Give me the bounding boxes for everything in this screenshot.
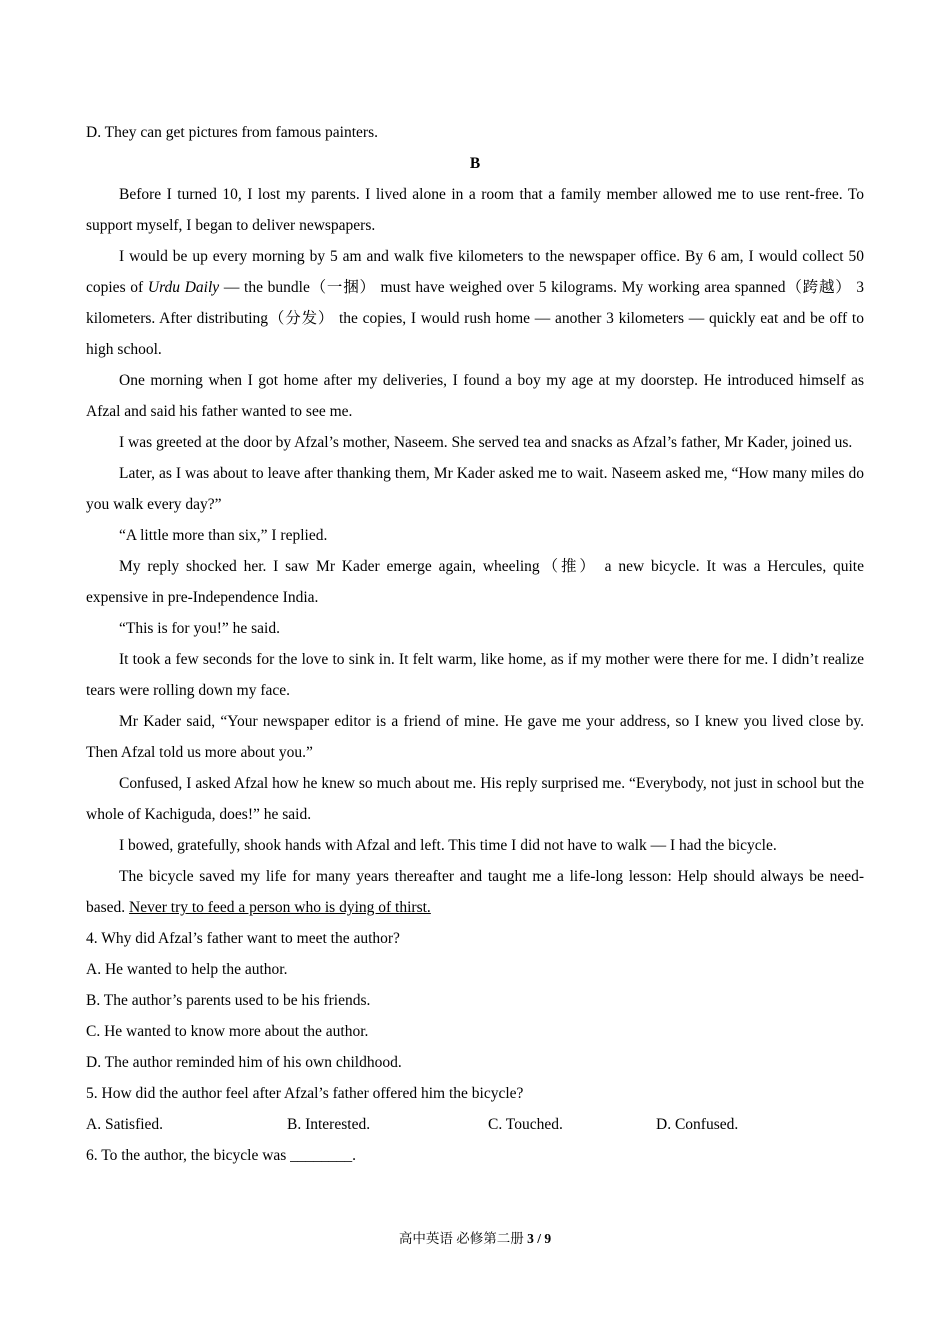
footer-page-total: 9 — [544, 1231, 552, 1246]
question-5-options — [86, 1109, 864, 1140]
passage-paragraph-7: My reply shocked her. I saw Mr Kader emerge again, wheeling（推） a new bicycle. It was a Hercules, quite expensive in pre-Independence India. — [86, 558, 864, 606]
passage-paragraph-12: I bowed, gratefully, shook hands with Afzal and left. This time I did not have to walk — I had the bicycle. — [119, 837, 777, 854]
question-4-option-a: A. He wanted to help the author. — [86, 961, 288, 978]
passage-paragraph-3: One morning when I got home after my deliveries, I found a boy my age at my doorstep. He introduced himself as Afzal and said his father wanted to see me. — [86, 372, 864, 420]
question-4-stem: 4. Why did Afzal’s father want to meet the author? — [86, 930, 400, 947]
question-5-option-d: D. Confused. — [656, 1116, 739, 1133]
previous-question-option-d: D. They can get pictures from famous painters. — [86, 124, 378, 141]
question-4-option-c: C. He wanted to know more about the author. — [86, 1023, 369, 1040]
question-5-stem: 5. How did the author feel after Afzal’s father offered him the bicycle? — [86, 1085, 524, 1102]
question-5-option-b: B. Interested. — [287, 1116, 371, 1133]
newspaper-name: Urdu Daily — [147, 279, 220, 296]
passage-paragraph-6: “A little more than six,” I replied. — [119, 527, 328, 544]
passage-paragraph-10: Mr Kader said, “Your newspaper editor is a friend of mine. He gave me your address, so I knew you lived close by. Then Afzal told us more about you.” — [86, 713, 864, 761]
document-page — [86, 117, 864, 1171]
passage-paragraph-11: Confused, I asked Afzal how he knew so much about me. His reply surprised me. “Everybody, not just in school but the whole of Kachiguda, does!” he said. — [86, 775, 864, 823]
question-4-option-d: D. The author reminded him of his own childhood. — [86, 1054, 402, 1071]
footer-separator: / — [533, 1231, 545, 1246]
passage-paragraph-1: Before I turned 10, I lost my parents. I lived alone in a room that a family member allowed me to use rent-free. To support myself, I began to deliver newspapers. — [86, 186, 864, 234]
footer-book-label: 高中英语 必修第二册 — [398, 1231, 528, 1246]
footer-page-number: 3 — [527, 1231, 534, 1246]
paragraph-2-text-end: — the bundle（一捆） must have weighed over 5 kilograms. My working area spanned（跨越） 3 kilometers. After distributing（分发） the copies, I would rush home — another 3 kilometers — quickly eat and be off to high school. — [86, 279, 864, 358]
question-5-option-c: C. Touched. — [488, 1116, 563, 1133]
paragraph-13-text: The bicycle saved my life for many years thereafter and taught me a life-long lesson: Help should always be need-based. — [86, 868, 864, 916]
passage-paragraph-8: “This is for you!” he said. — [119, 620, 280, 637]
passage-paragraph-9: It took a few seconds for the love to sink in. It felt warm, like home, as if my mother were there for me. I didn’t realize tears were rolling down my face. — [86, 651, 864, 699]
question-4-option-b: B. The author’s parents used to be his friends. — [86, 992, 371, 1009]
section-title: B — [469, 155, 481, 172]
passage-paragraph-13 — [86, 861, 864, 923]
question-6-stem: 6. To the author, the bicycle was ________. — [86, 1147, 357, 1164]
paragraph-2-text-start: I would be up every morning by 5 am and walk five kilometers to the newspaper office. By 6 am, I would collect 50 copies of — [86, 248, 864, 296]
question-5-option-a: A. Satisfied. — [86, 1116, 164, 1133]
passage-paragraph-2 — [86, 241, 864, 365]
passage-paragraph-4: I was greeted at the door by Afzal’s mother, Naseem. She served tea and snacks as Afzal’s father, Mr Kader, joined us. — [119, 434, 853, 451]
page-footer — [0, 1229, 950, 1249]
underlined-sentence: Never try to feed a person who is dying of thirst. — [129, 899, 431, 916]
passage-paragraph-5: Later, as I was about to leave after thanking them, Mr Kader asked me to wait. Naseem asked me, “How many miles do you walk every day?” — [86, 465, 864, 513]
